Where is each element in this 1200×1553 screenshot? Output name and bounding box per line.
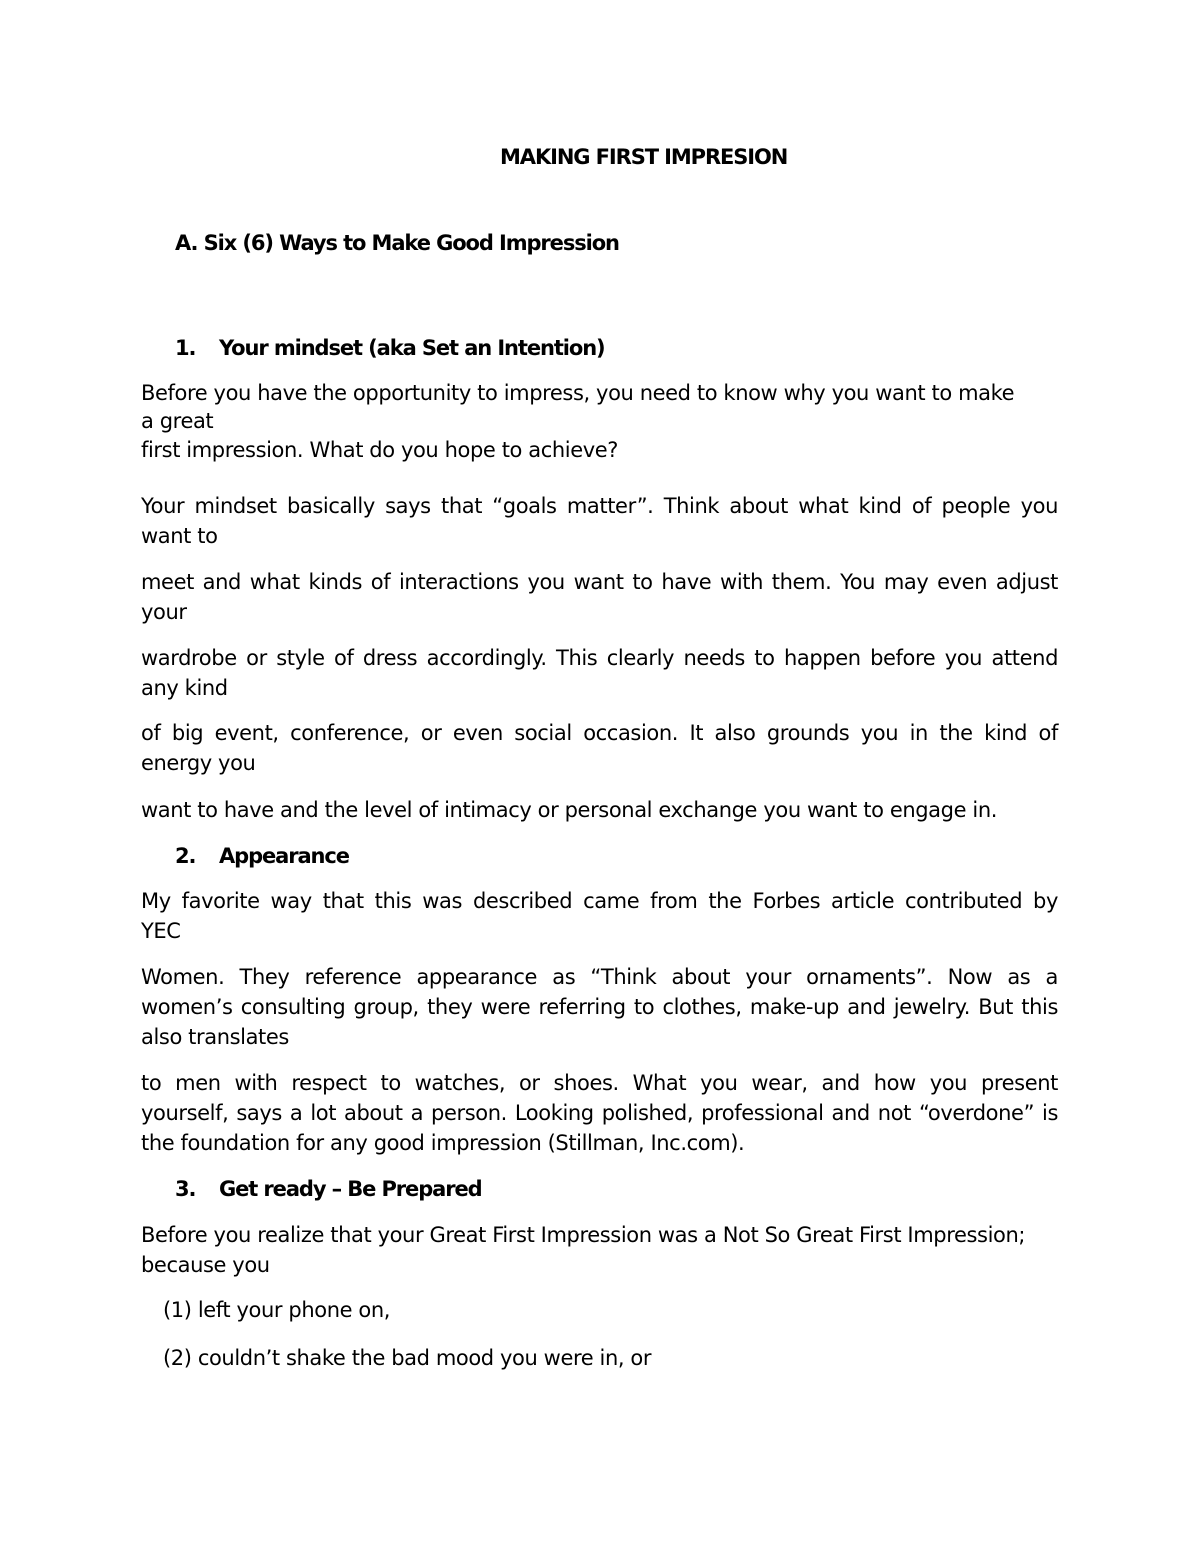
paragraph — [141, 795, 1058, 825]
paragraph — [141, 718, 1058, 778]
paragraph — [141, 643, 1058, 703]
item-heading-text: Your mindset (aka Set an Intention) — [219, 336, 605, 360]
paragraph-line: because you — [141, 1253, 270, 1277]
list-item: (2) couldn’t shake the bad mood you were in, or — [163, 1346, 652, 1370]
paragraph — [141, 962, 1058, 1052]
paragraph-line: energy you — [141, 751, 256, 775]
paragraph-line: want to — [141, 524, 218, 548]
paragraph — [141, 378, 1058, 465]
item-heading-text: Get ready – Be Prepared — [219, 1177, 482, 1201]
paragraph-line: also translates — [141, 1025, 289, 1049]
paragraph-line: Before you have the opportunity to impress, you need to know why you want to make — [141, 381, 1015, 405]
paragraph — [141, 567, 1058, 627]
paragraph-line: wardrobe or style of dress accordingly. This clearly needs to happen before you attend — [141, 646, 1058, 670]
paragraph-line: My favorite way that this was described came from the Forbes article contributed by — [141, 889, 1058, 913]
paragraph-line: Your mindset basically says that “goals matter”. Think about what kind of people you — [141, 494, 1058, 518]
list-item: (1) left your phone on, — [163, 1298, 391, 1322]
paragraph-line: Women. They reference appearance as “Think about your ornaments”. Now as a — [141, 965, 1058, 989]
paragraph — [141, 1220, 1058, 1280]
document-title: MAKING FIRST IMPRESION — [500, 145, 788, 169]
paragraph-line: any kind — [141, 676, 228, 700]
paragraph-line: your — [141, 600, 187, 624]
section-heading: A. Six (6) Ways to Make Good Impression — [175, 231, 619, 255]
item-number: 2. — [175, 844, 196, 868]
paragraph-line: Before you realize that your Great First Impression was a Not So Great First Impression; — [141, 1223, 1026, 1247]
item-heading-text: Appearance — [219, 844, 349, 868]
paragraph-line: meet and what kinds of interactions you want to have with them. You may even adjust — [141, 570, 1058, 594]
paragraph — [141, 491, 1058, 551]
paragraph-line: YEC — [141, 919, 181, 943]
item-number: 3. — [175, 1177, 196, 1201]
item-heading-3 — [175, 1174, 482, 1204]
paragraph-line: of big event, conference, or even social occasion. It also grounds you in the kind of — [141, 721, 1058, 745]
item-heading-2 — [175, 841, 349, 871]
item-heading-1 — [175, 333, 605, 363]
paragraph-line: women’s consulting group, they were referring to clothes, make-up and jewelry. But this — [141, 995, 1058, 1019]
paragraph-line: to men with respect to watches, or shoes. What you wear, and how you present — [141, 1071, 1058, 1095]
paragraph-line: want to have and the level of intimacy or personal exchange you want to engage in. — [141, 798, 997, 822]
paragraph-line: yourself, says a lot about a person. Looking polished, professional and not “overdone” is — [141, 1101, 1058, 1125]
item-number: 1. — [175, 336, 196, 360]
paragraph-line: the foundation for any good impression (Stillman, Inc.com). — [141, 1131, 745, 1155]
paragraph — [141, 886, 1058, 946]
paragraph-line: first impression. What do you hope to achieve? — [141, 438, 619, 462]
paragraph-line: a great — [141, 409, 214, 433]
paragraph — [141, 1068, 1058, 1158]
